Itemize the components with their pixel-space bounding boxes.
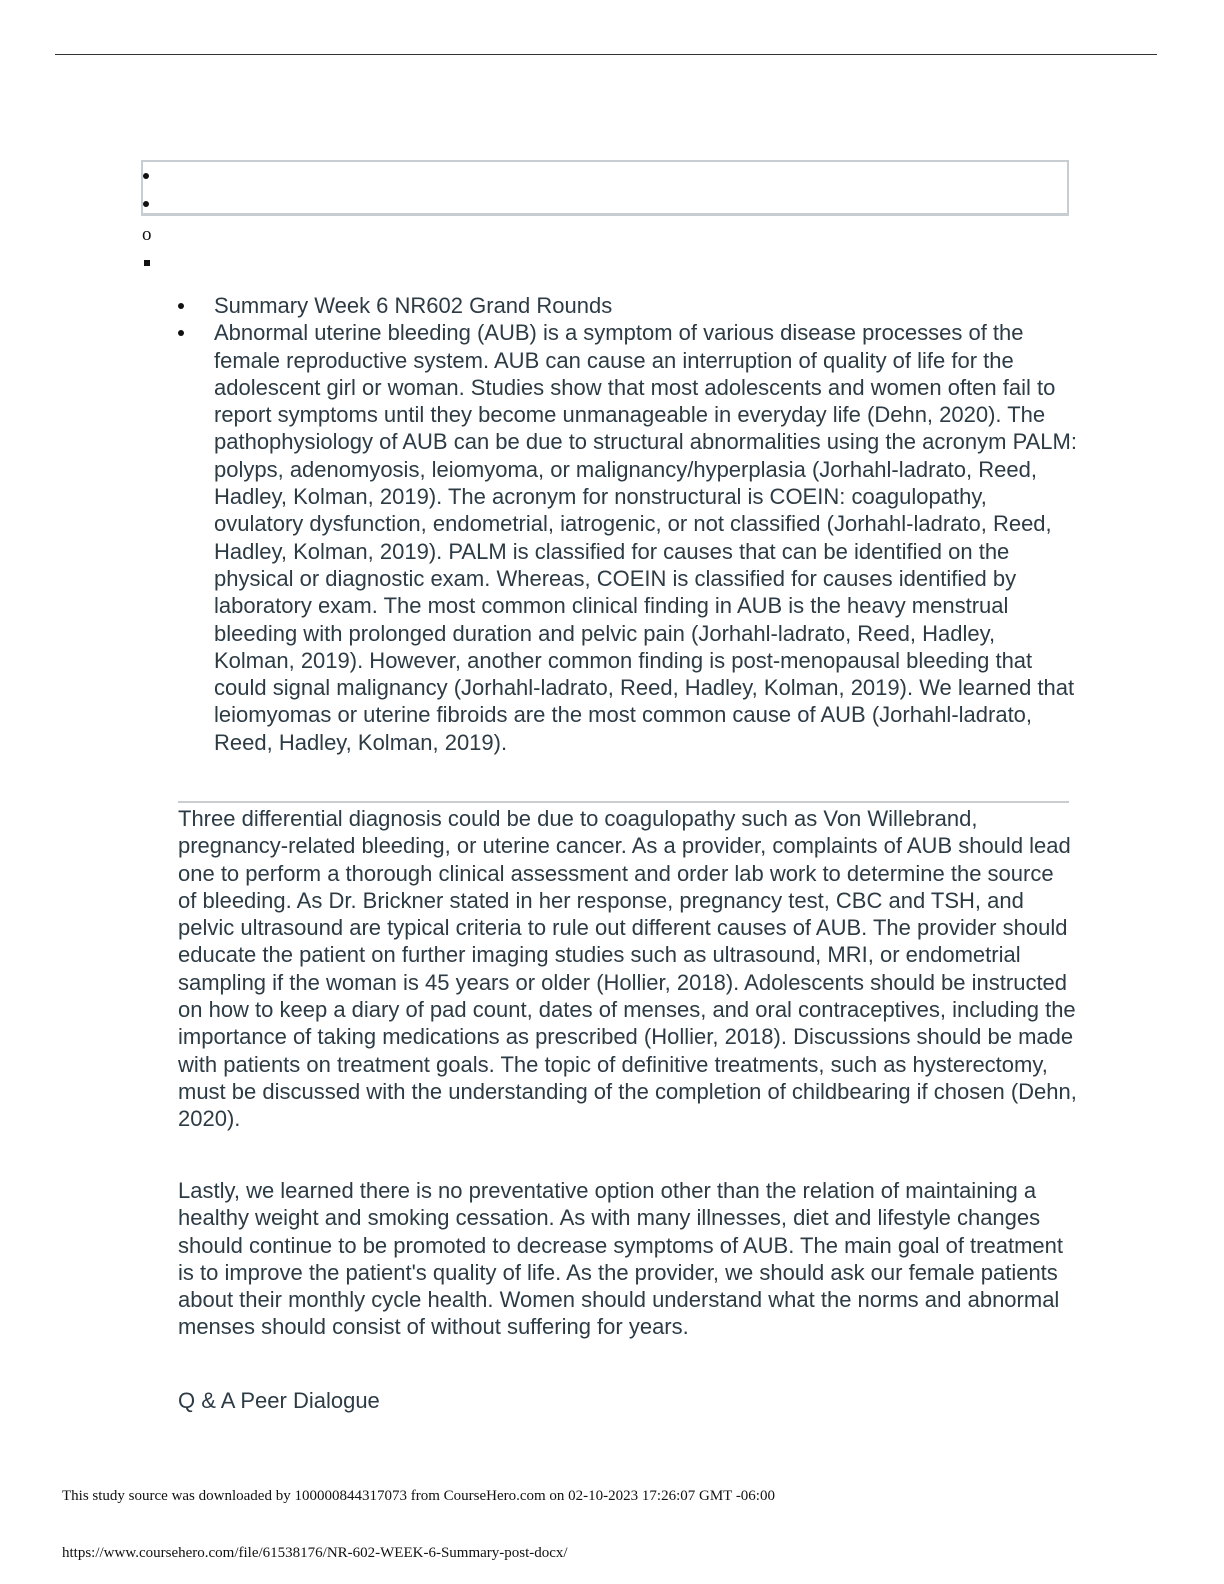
- paragraph-differential-diagnosis: Three differential diagnosis could be due to coagulopathy such as Von Willebrand, pregnancy-related bleeding, or uterine cancer. As a provider, complaints of AUB should lead one to perform a thorough clinical assessment and order lab work to determine the source of bleeding. As Dr. Brickner stated in her response, pregnancy test, CBC and TSH, and pelvic ultrasound are typical criteria to rule out different causes of AUB. The provider should educate the patient on further imaging studies such as ultrasound, MRI, or endometrial sampling if the woman is 45 years or older (Hollier, 2018). Adolescents should be instructed on how to keep a diary of pad count, dates of menses, and oral contraceptives, including the importance of taking medications as prescribed (Hollier, 2018). Discussions should be made with patients on treatment goals. The topic of definitive treatments, such as hysterectomy, must be discussed with the understanding of the completion of childbearing if chosen (Dehn, 2020).: [178, 806, 1077, 1132]
- bullet-marker: [178, 303, 184, 309]
- footer-url-link[interactable]: https://www.coursehero.com/file/61538176/NR-602-WEEK-6-Summary-post-docx/: [62, 1545, 568, 1561]
- paragraph-prevention: Lastly, we learned there is no preventative option other than the relation of maintaining a healthy weight and smoking cessation. As with many illnesses, diet and lifestyle changes should continue to be promoted to decrease symptoms of AUB. The main goal of treatment is to improve the patient's quality of life. As the provider, we should ask our female patients about their monthly cycle health. Women should understand what the norms and abnormal menses should consist of without suffering for years.: [178, 1178, 1063, 1340]
- empty-sub-bullet-marker: o: [142, 224, 152, 245]
- section-heading-q-and-a: Q & A Peer Dialogue: [178, 1388, 380, 1413]
- summary-body: Abnormal uterine bleeding (AUB) is a symptom of various disease processes of the female reproductive system. AUB can cause an interruption of quality of life for the adolescent girl or woman. Studies show that most adolescents and women often fail to report symptoms until they become unmanageable in everyday life (Dehn, 2020). The pathophysiology of AUB can be due to structural abnormalities using the acronym PALM: polyps, adenomyosis, leiomyoma, or malignancy/hyperplasia (Jorhahl-ladrato, Reed, Hadley, Kolman, 2019). The acronym for nonstructural is COEIN: coagulopathy, ovulatory dysfunction, endometrial, iatrogenic, or not classified (Jorhahl-ladrato, Reed, Hadley, Kolman, 2019). PALM is classified for causes that can be identified on the physical or diagnostic exam. Whereas, COEIN is classified for causes identified by laboratory exam. The most common clinical finding in AUB is the heavy menstrual bleeding with prolonged duration and pelvic pain (Jorhahl-ladrato, Reed, Hadley, Kolman, 2019). However, another common finding is post-menopausal bleeding that could signal malignancy (Jorhahl-ladrato, Reed, Hadley, Kolman, 2019). We learned that leiomyomas or uterine fibroids are the most common cause of AUB (Jorhahl-ladrato, Reed, Hadley, Kolman, 2019).: [214, 320, 1077, 755]
- footer-source-line: This study source was downloaded by 100000844317073 from CourseHero.com on 02-10-2023 17:26:07 GMT -06:00: [62, 1488, 775, 1504]
- empty-list-box: [141, 160, 1069, 216]
- empty-bullet-marker: [143, 173, 149, 179]
- list-item: [178, 292, 1078, 319]
- list-item: [178, 319, 1078, 756]
- summary-list: [178, 292, 1078, 756]
- bullet-marker: [178, 330, 184, 336]
- empty-bullet-marker: [143, 201, 149, 207]
- section-divider: [178, 801, 1069, 803]
- header-rule: [55, 54, 1157, 55]
- summary-title: Summary Week 6 NR602 Grand Rounds: [214, 293, 613, 318]
- empty-square-bullet-marker: [144, 260, 150, 266]
